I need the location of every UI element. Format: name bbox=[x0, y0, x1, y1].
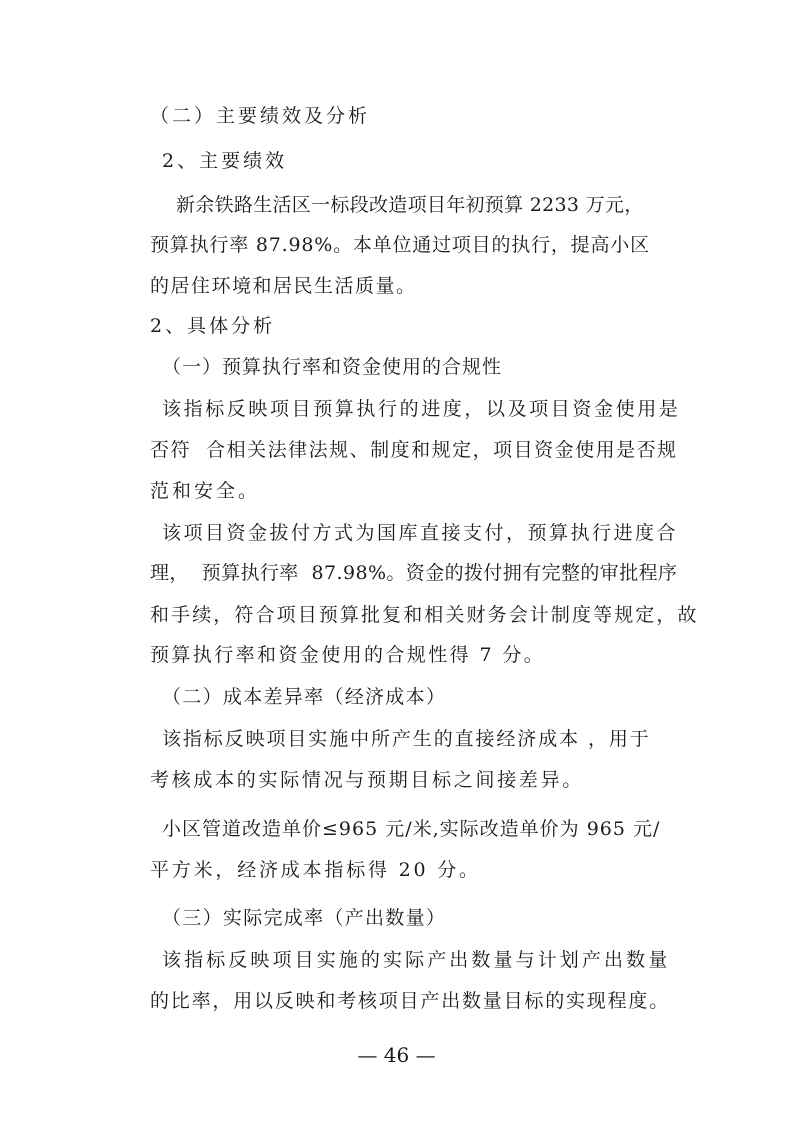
subsection-heading: 2、具体分析 bbox=[150, 315, 276, 337]
subsection-heading: 2、主要绩效 bbox=[162, 150, 288, 172]
page-number: — 46 — bbox=[357, 1043, 436, 1067]
item-heading: （一）预算执行率和资金使用的合规性 bbox=[162, 356, 503, 378]
paragraph-line: 该指标反映项目预算执行的进度，以及项目资金使用是 bbox=[162, 398, 681, 420]
item-heading: （三）实际完成率（产出数量） bbox=[162, 907, 447, 929]
paragraph-line: 平方米，经济成本指标得 20 分。 bbox=[150, 859, 481, 881]
paragraph-line: 新余铁路生活区一标段改造项目年初预算 2233 万元， bbox=[176, 194, 644, 216]
paragraph-line: 预算执行率 87.98%。本单位通过项目的执行，提高小区 bbox=[150, 234, 650, 256]
paragraph-line: 理， 预算执行率 87.98%。资金的拨付拥有完整的审批程序 bbox=[150, 562, 678, 584]
paragraph-line: 考核成本的实际情况与预期目标之间接差异。 bbox=[150, 769, 585, 791]
paragraph-line: 该指标反映项目实施中所产生的直接经济成本 ，用于 bbox=[162, 728, 651, 750]
paragraph-line: 范和安全。 bbox=[150, 480, 261, 502]
item-heading: （二）成本差异率（经济成本） bbox=[162, 686, 447, 708]
paragraph-line: 小区管道改造单价≤965 元/米,实际改造单价为 965 元/ bbox=[162, 818, 661, 840]
paragraph-line: 的比率，用以反映和考核项目产出数量目标的实现程度。 bbox=[150, 990, 671, 1012]
paragraph-line: 该项目资金拔付方式为国库直接支付，预算执行进度合 bbox=[162, 522, 679, 544]
paragraph-line: 和手续，符合项目预算批复和相关财务会计制度等规定，故 bbox=[150, 604, 699, 626]
paragraph-line: 否符 合相关法律法规、制度和规定，项目资金使用是否规 bbox=[150, 439, 678, 461]
paragraph-line: 该指标反映项目实施的实际产出数量与计划产出数量 bbox=[162, 949, 671, 971]
paragraph-line: 预算执行率和资金使用的合规性得 7 分。 bbox=[150, 644, 546, 666]
section-heading: （二）主要绩效及分析 bbox=[150, 105, 371, 127]
paragraph-line: 的居住环境和居民生活质量。 bbox=[150, 275, 417, 297]
